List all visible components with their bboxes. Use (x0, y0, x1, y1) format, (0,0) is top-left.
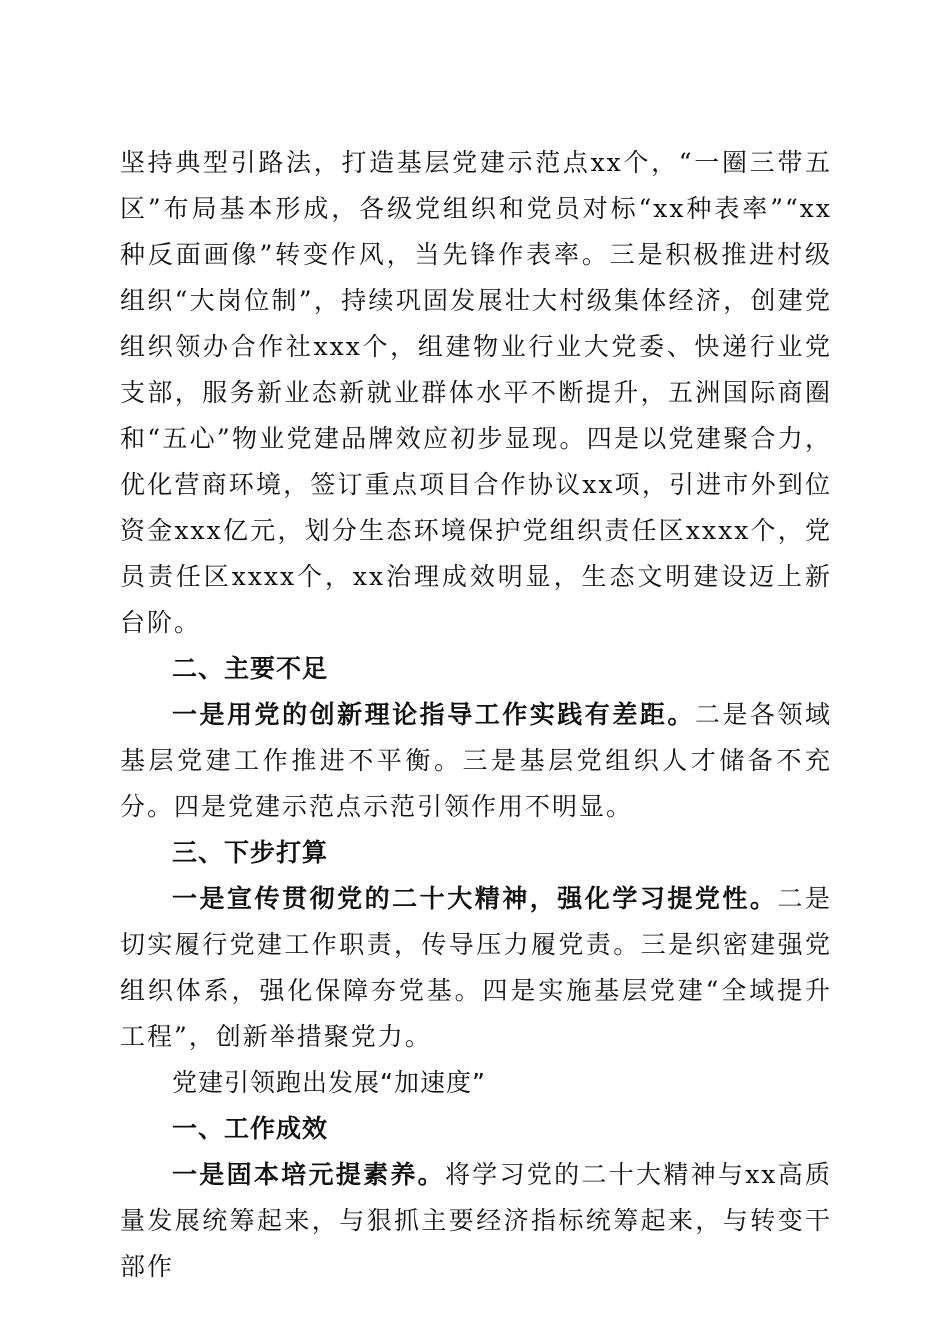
paragraph-text: 二是各领域基层党建工作推进不平衡。三是基层党组织人才储备不充分。四是党建示范点示范引领作用不明显。 (120, 700, 832, 821)
paragraph-results (120, 1152, 832, 1290)
paragraph-lead-sentence: 一是用党的创新理论指导工作实践有差距。 (172, 700, 695, 729)
section-heading-shortcomings: 二、主要不足 (172, 654, 329, 683)
article-subtitle: 党建引领跑出发展“加速度” (172, 1068, 486, 1097)
section-heading-results: 一、工作成效 (172, 1114, 329, 1143)
paragraph-next-steps (120, 876, 832, 1060)
paragraph-shortcomings (120, 692, 832, 830)
paragraph-text: 将学习党的二十大精神与xx高质量发展统筹起来，与狠抓主要经济指标统筹起来，与转变干部作 (120, 1160, 832, 1281)
paragraph-lead-sentence: 一是宣传贯彻党的二十大精神，强化学习提党性。 (172, 884, 778, 913)
paragraph-text: 二是切实履行党建工作职责，传导压力履党责。三是织密建强党组织体系，强化保障夯党基。四是实施基层党建“全域提升工程”，创新举措聚党力。 (120, 884, 832, 1051)
section-heading-next-steps: 三、下步打算 (172, 838, 329, 867)
paragraph-achievements-continued: 坚持典型引路法，打造基层党建示范点xx个，“一圈三带五区”布局基本形成，各级党组织和党员对标“xx种表率”“xx种反面画像”转变作风，当先锋作表率。三是积极推进村级组织“大岗位制”，持续巩固发展壮大村级集体经济，创建党组织领办合作社xxx个，组建物业行业大党委、快递行业党支部，服务新业态新就业群体水平不断提升，五洲国际商圈和“五心”物业党建品牌效应初步显现。四是以党建聚合力，优化营商环境，签订重点项目合作协议xx项，引进市外到位资金xxx亿元，划分生态环境保护党组织责任区xxxx个，党员责任区xxxx个，xx治理成效明显，生态文明建设迈上新台阶。 (120, 148, 832, 637)
document-body (120, 140, 832, 1290)
paragraph-lead-sentence: 一是固本培元提素养。 (172, 1160, 445, 1189)
